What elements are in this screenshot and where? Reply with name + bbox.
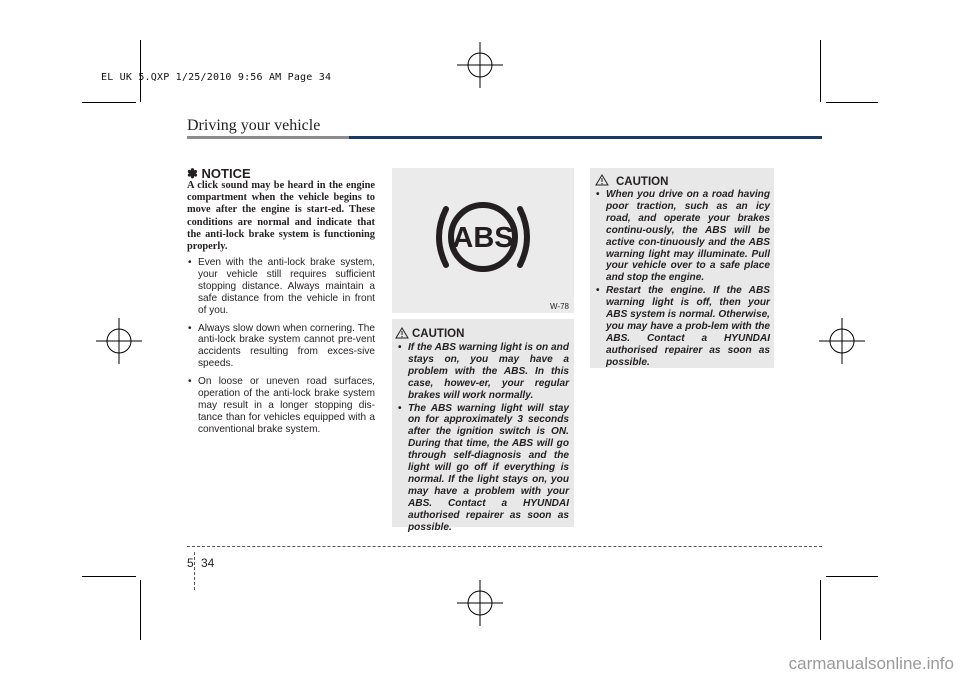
list-item: • Restart the engine. If the ABS warning light is off, then your ABS system is normal. Otherwise, you may have a prob-lem with the ABS. Contact a HYUNDAI authorised repairer as soon as possible.	[595, 285, 770, 368]
notice-symbol-icon: ✽	[187, 166, 198, 181]
crop-mark	[82, 576, 136, 577]
caution-box	[392, 319, 574, 533]
crop-mark	[820, 40, 821, 102]
notice-title: NOTICE	[201, 166, 251, 181]
footer-separator	[194, 552, 195, 590]
section-header: Driving your vehicle	[187, 117, 321, 134]
caution-list	[397, 342, 569, 535]
caution-title: CAUTION	[412, 328, 465, 340]
list-item: • When you drive on a road having poor traction, such as an icy road, and operate your brakes continu-ously, the ABS will be active con-tinuously and the ABS warning light may illuminate. Pull your vehicle over to a safe place and stop the engine.	[595, 189, 770, 284]
list-item: • Even with the anti-lock brake system, your vehicle still requires sufficient stopping distance. Always maintain a safe distance from the vehicle in front of you.	[187, 257, 375, 317]
crop-mark	[140, 40, 141, 102]
registration-mark-left	[94, 316, 144, 366]
caution-title: CAUTION	[616, 176, 669, 188]
list-item: • Always slow down when cornering. The anti-lock brake system cannot pre-vent accidents resulting from exces-sive speeds.	[187, 323, 375, 371]
print-slug: EL UK 5.QXP 1/25/2010 9:56 AM Page 34	[101, 72, 332, 83]
list-item: • If the ABS warning light is on and stays on, you may have a problem with the ABS. In this case, howev-er, your regular brakes will work normally.	[397, 342, 569, 402]
figure-code: W-78	[550, 302, 569, 311]
header-rule-accent	[187, 136, 351, 139]
header-rule	[349, 136, 822, 139]
warning-triangle-icon	[595, 174, 609, 186]
registration-mark-top	[455, 40, 505, 90]
crop-mark	[826, 576, 878, 577]
caution-list	[595, 189, 770, 370]
notice-lead-text: A click sound may be heard in the engine compartment when the vehicle begins to move after the engine is start-ed. These conditions are normal and indicate that the anti-lock brake system is functioning properly.	[187, 180, 375, 253]
registration-mark-bottom	[455, 578, 505, 628]
list-item: • The ABS warning light will stay on for approximately 3 seconds after the ignition switch is ON. During that time, the ABS will go through self-diagnosis and the light will go off if everything is normal. If the light stays on, you may have a problem with your ABS. Contact a HYUNDAI authorised repairer as soon as possible.	[397, 403, 569, 534]
abs-icon-text: ABS	[452, 222, 514, 254]
page-number: 34	[201, 556, 215, 570]
list-item: • On loose or uneven road surfaces, operation of the anti-lock brake system may result in a longer stopping dis-tance than for vehicles equipped with a conventional brake system.	[187, 376, 375, 436]
abs-warning-icon	[430, 201, 536, 273]
registration-mark-right	[817, 316, 867, 366]
crop-mark	[140, 580, 141, 640]
warning-triangle-icon	[395, 327, 409, 339]
section-number: 5	[187, 556, 194, 570]
watermark: carmanualsonline.info	[788, 654, 954, 673]
footer-rule	[187, 546, 822, 547]
caution-box	[590, 168, 774, 368]
crop-mark	[826, 102, 878, 103]
crop-mark	[820, 580, 821, 640]
notice-bullet-list	[187, 257, 375, 442]
crop-mark	[82, 102, 136, 103]
abs-figure	[392, 168, 574, 313]
